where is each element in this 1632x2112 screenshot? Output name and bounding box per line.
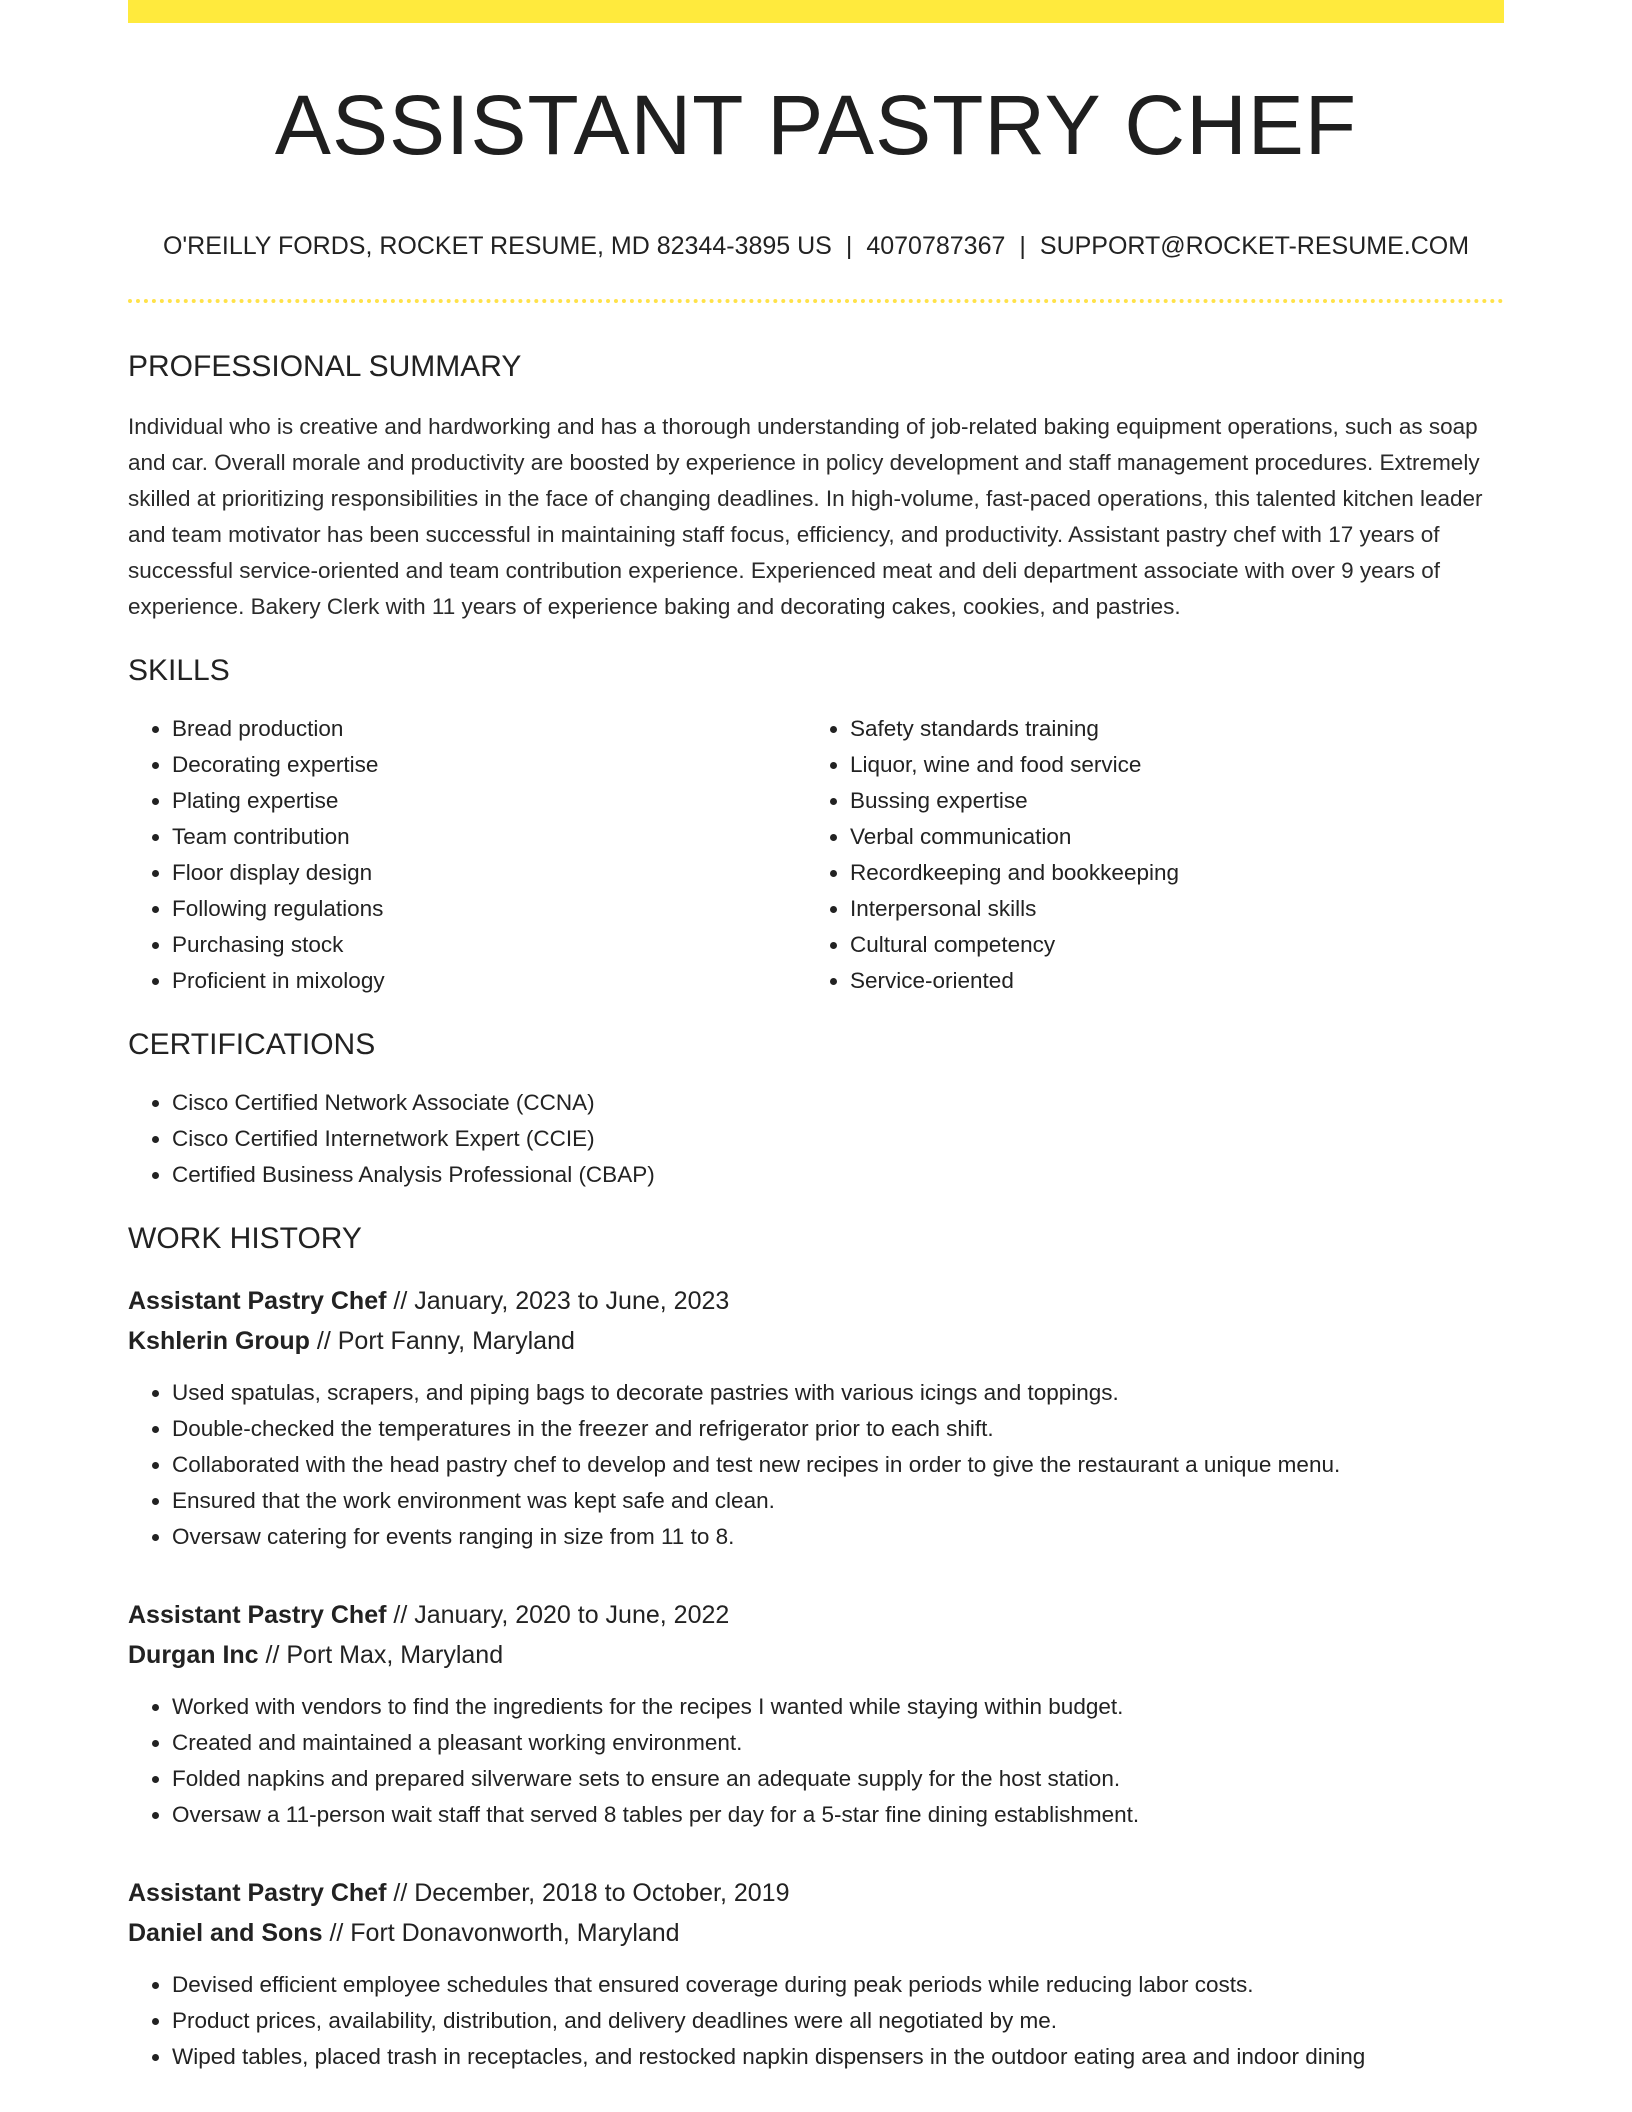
job-bullet: • Oversaw catering for events ranging in size from 11 to 8. [172,1519,1504,1555]
certifications-list [128,1085,1504,1193]
job-entry [128,1873,1504,2075]
summary-section [128,349,1504,625]
summary-heading: PROFESSIONAL SUMMARY [128,350,522,383]
job-company: Daniel and Sons [128,1919,323,1947]
job-bullet: • Ensured that the work environment was kept safe and clean. [172,1483,1504,1519]
job-bullet: • Folded napkins and prepared silverware sets to ensure an adequate supply for the host station. [172,1761,1504,1797]
skills-section [128,653,1504,999]
skill-item: • Proficient in mixology [172,963,806,999]
job-company: Kshlerin Group [128,1327,310,1355]
skill-item: • Following regulations [172,891,806,927]
certifications-heading: CERTIFICATIONS [128,1028,376,1061]
job-entry [128,1281,1504,1555]
contact-phone: 4070787367 [866,232,1006,260]
skill-item: • Bussing expertise [850,783,1484,819]
job-title: Assistant Pastry Chef [128,1601,387,1629]
skill-item: • Recordkeeping and bookkeeping [850,855,1484,891]
job-company-line [128,1321,1504,1361]
skill-item: • Bread production [172,711,806,747]
job-title: Assistant Pastry Chef [128,1879,387,1907]
skill-item: • Liquor, wine and food service [850,747,1484,783]
resume-page [128,0,1504,2075]
accent-top-bar [128,0,1504,23]
contact-email: SUPPORT@ROCKET-RESUME.COM [1039,232,1470,260]
resume-title: ASSISTANT PASTRY CHEF [274,78,1358,172]
summary-text: Individual who is creative and hardworking and has a thorough understanding of job-related baking equipment operations, such as soap and car. Overall morale and productivity are boosted by experience in policy development and staff management procedures. Extremely skilled at prioritizing responsibilities in the face of changing deadlines. In high-volume, fast-paced operations, this talented kitchen leader and team motivator has been successful in maintaining staff focus, efficiency, and productivity. Assistant pastry chef with 17 years of successful service-oriented and team contribution experience. Experienced meat and deli department associate with over 9 years of experience. Bakery Clerk with 11 years of experience baking and decorating cakes, cookies, and pastries. [128,414,1483,619]
job-dates: // January, 2023 to June, 2023 [393,1287,730,1315]
work-history-section [128,1221,1504,2075]
job-bullets [128,1689,1504,1833]
job-company-line [128,1635,1504,1675]
job-title-line [128,1281,1504,1321]
skill-item: • Purchasing stock [172,927,806,963]
certifications-section [128,1027,1504,1193]
skill-item: • Team contribution [172,819,806,855]
job-location: // Port Max, Maryland [265,1641,504,1669]
job-bullet: • Double-checked the temperatures in the freezer and refrigerator prior to each shift. [172,1411,1504,1447]
skill-item: • Service-oriented [850,963,1484,999]
contact-separator: | [1019,232,1026,260]
contact-separator: | [845,232,853,260]
job-bullet: • Collaborated with the head pastry chef to develop and test new recipes in order to give the restaurant a unique menu. [172,1447,1504,1483]
job-title: Assistant Pastry Chef [128,1287,387,1315]
job-company: Durgan Inc [128,1641,259,1669]
skill-item: • Verbal communication [850,819,1484,855]
job-bullets [128,1967,1504,2075]
skills-heading: SKILLS [128,654,230,687]
job-bullets [128,1375,1504,1555]
work-history-heading: WORK HISTORY [128,1222,362,1255]
job-location: // Port Fanny, Maryland [316,1327,575,1355]
skill-item: • Safety standards training [850,711,1484,747]
job-title-line [128,1595,1504,1635]
skills-grid [128,689,1504,999]
job-bullet: • Worked with vendors to find the ingredients for the recipes I wanted while staying within budget. [172,1689,1504,1725]
certification-item: • Cisco Certified Internetwork Expert (CCIE) [172,1121,1504,1157]
job-bullet: • Devised efficient employee schedules that ensured coverage during peak periods while reducing labor costs. [172,1967,1504,2003]
job-entry [128,1595,1504,1833]
skills-list-right [806,711,1484,999]
header-divider [128,299,1504,303]
contact-line [128,231,1504,261]
job-title-line [128,1873,1504,1913]
job-bullet: • Oversaw a 11-person wait staff that served 8 tables per day for a 5-star fine dining establishment. [172,1797,1504,1833]
skills-list-left [128,711,806,999]
skill-item: • Decorating expertise [172,747,806,783]
skill-item: • Cultural competency [850,927,1484,963]
contact-address: O'REILLY FORDS, ROCKET RESUME, MD 82344-3895 US [162,232,832,260]
job-bullet: • Wiped tables, placed trash in receptacles, and restocked napkin dispensers in the outdoor eating area and indoor dining [172,2039,1504,2075]
skill-item: • Plating expertise [172,783,806,819]
job-bullet: • Created and maintained a pleasant working environment. [172,1725,1504,1761]
certification-item: • Certified Business Analysis Professional (CBAP) [172,1157,1504,1193]
job-bullet: • Used spatulas, scrapers, and piping bags to decorate pastries with various icings and toppings. [172,1375,1504,1411]
job-bullet: • Product prices, availability, distribution, and delivery deadlines were all negotiated by me. [172,2003,1504,2039]
job-dates: // January, 2020 to June, 2022 [393,1601,730,1629]
skill-item: • Floor display design [172,855,806,891]
job-company-line [128,1913,1504,1953]
skill-item: • Interpersonal skills [850,891,1484,927]
certification-item: • Cisco Certified Network Associate (CCNA) [172,1085,1504,1121]
job-location: // Fort Donavonworth, Maryland [329,1919,680,1947]
job-dates: // December, 2018 to October, 2019 [393,1879,790,1907]
